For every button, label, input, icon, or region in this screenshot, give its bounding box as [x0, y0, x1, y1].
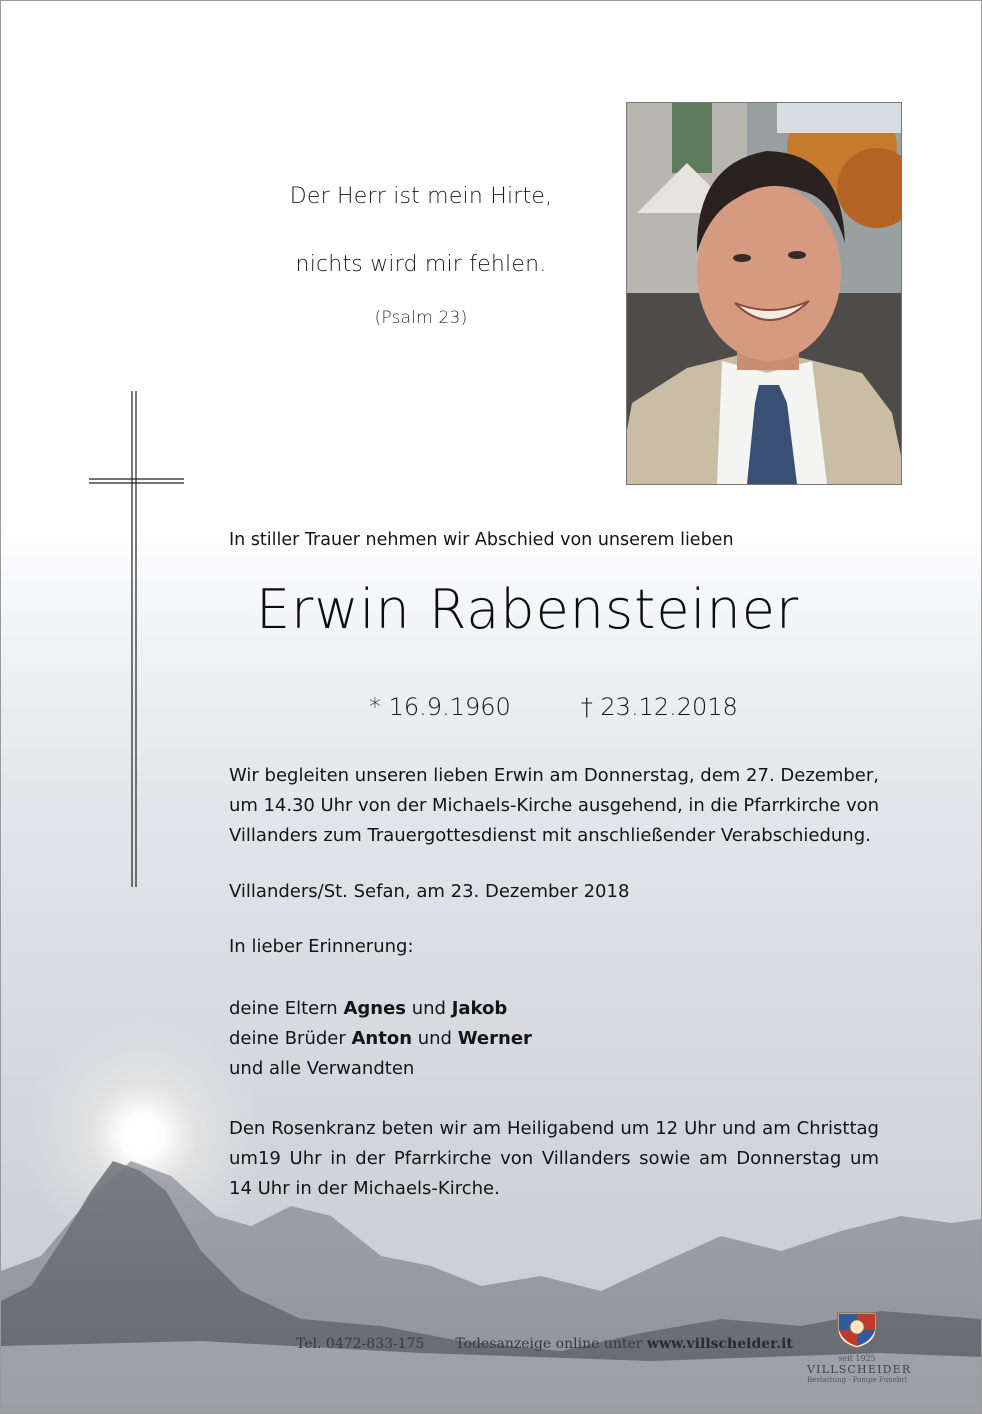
- brother-name: Anton: [351, 1028, 413, 1049]
- verse-reference: (Psalm 23): [374, 308, 468, 328]
- intro-text: In stiller Trauer nehmen wir Abschied von unserem lieben: [229, 530, 734, 550]
- logo-name: VILLSCHEIDER: [807, 1363, 912, 1376]
- building-window: [672, 103, 712, 173]
- logo-subtitle: Bestattung · Pompe Funebri: [807, 1376, 907, 1384]
- place-and-date: Villanders/St. Sefan, am 23. Dezember 2018: [229, 881, 630, 902]
- parent-name: Agnes: [343, 998, 406, 1019]
- funeral-line-2: um 14.30 Uhr von der Michaels-Kirche ausgehend, in die Pfarrkirche von: [229, 795, 879, 816]
- funeral-line-3: Villanders zum Trauergottesdienst mit anschließender Verabschiedung.: [229, 825, 871, 846]
- mourners-list: [229, 994, 532, 1084]
- rosary-line-3: 14 Uhr in der Michaels-Kirche.: [229, 1178, 500, 1199]
- cross-icon: [89, 391, 184, 887]
- mourners-relatives: und alle Verwandten: [229, 1058, 415, 1079]
- footer-online-text: Todesanzeige online unter: [455, 1336, 647, 1352]
- rosary-line-2: um19 Uhr in der Pfarrkirche von Villanders sowie am Donnerstag um: [229, 1148, 879, 1169]
- funeral-details: [229, 761, 879, 851]
- right-eye: [788, 251, 806, 259]
- footer-phone: Tel. 0472-833-175: [296, 1336, 425, 1352]
- sky-patch: [777, 103, 901, 133]
- funeral-home-logo: [807, 1309, 912, 1384]
- brother-name: Werner: [457, 1028, 532, 1049]
- life-dates: [369, 693, 738, 721]
- footer-website-link[interactable]: www.villscheider.it: [646, 1336, 793, 1352]
- portrait-photo: [626, 102, 902, 485]
- birth-date: * 16.9.1960: [369, 693, 511, 721]
- remembrance-heading: In lieber Erinnerung:: [229, 936, 414, 957]
- parent-name: Jakob: [451, 998, 508, 1019]
- verse-line-1: Der Herr ist mein Hirte,: [289, 184, 553, 209]
- footer-contact: [296, 1336, 793, 1352]
- deceased-name: Erwin Rabensteiner: [256, 578, 800, 641]
- mourners-parents: deine Eltern Agnes und Jakob: [229, 998, 508, 1019]
- portrait-illustration: [627, 103, 901, 484]
- rosary-details: [229, 1114, 879, 1204]
- mourners-brothers: deine Brüder Anton und Werner: [229, 1028, 532, 1049]
- left-eye: [733, 254, 751, 262]
- funeral-line-1: Wir begleiten unseren lieben Erwin am Donnerstag, dem 27. Dezember,: [229, 765, 879, 786]
- coat-of-arms-icon: [834, 1309, 880, 1349]
- death-date: † 23.12.2018: [580, 693, 738, 721]
- logo-since: seit 1925: [838, 1354, 876, 1363]
- verse-line-2: nichts wird mir fehlen.: [295, 252, 547, 277]
- rosary-line-1: Den Rosenkranz beten wir am Heiligabend um 12 Uhr und am Christtag: [229, 1118, 879, 1139]
